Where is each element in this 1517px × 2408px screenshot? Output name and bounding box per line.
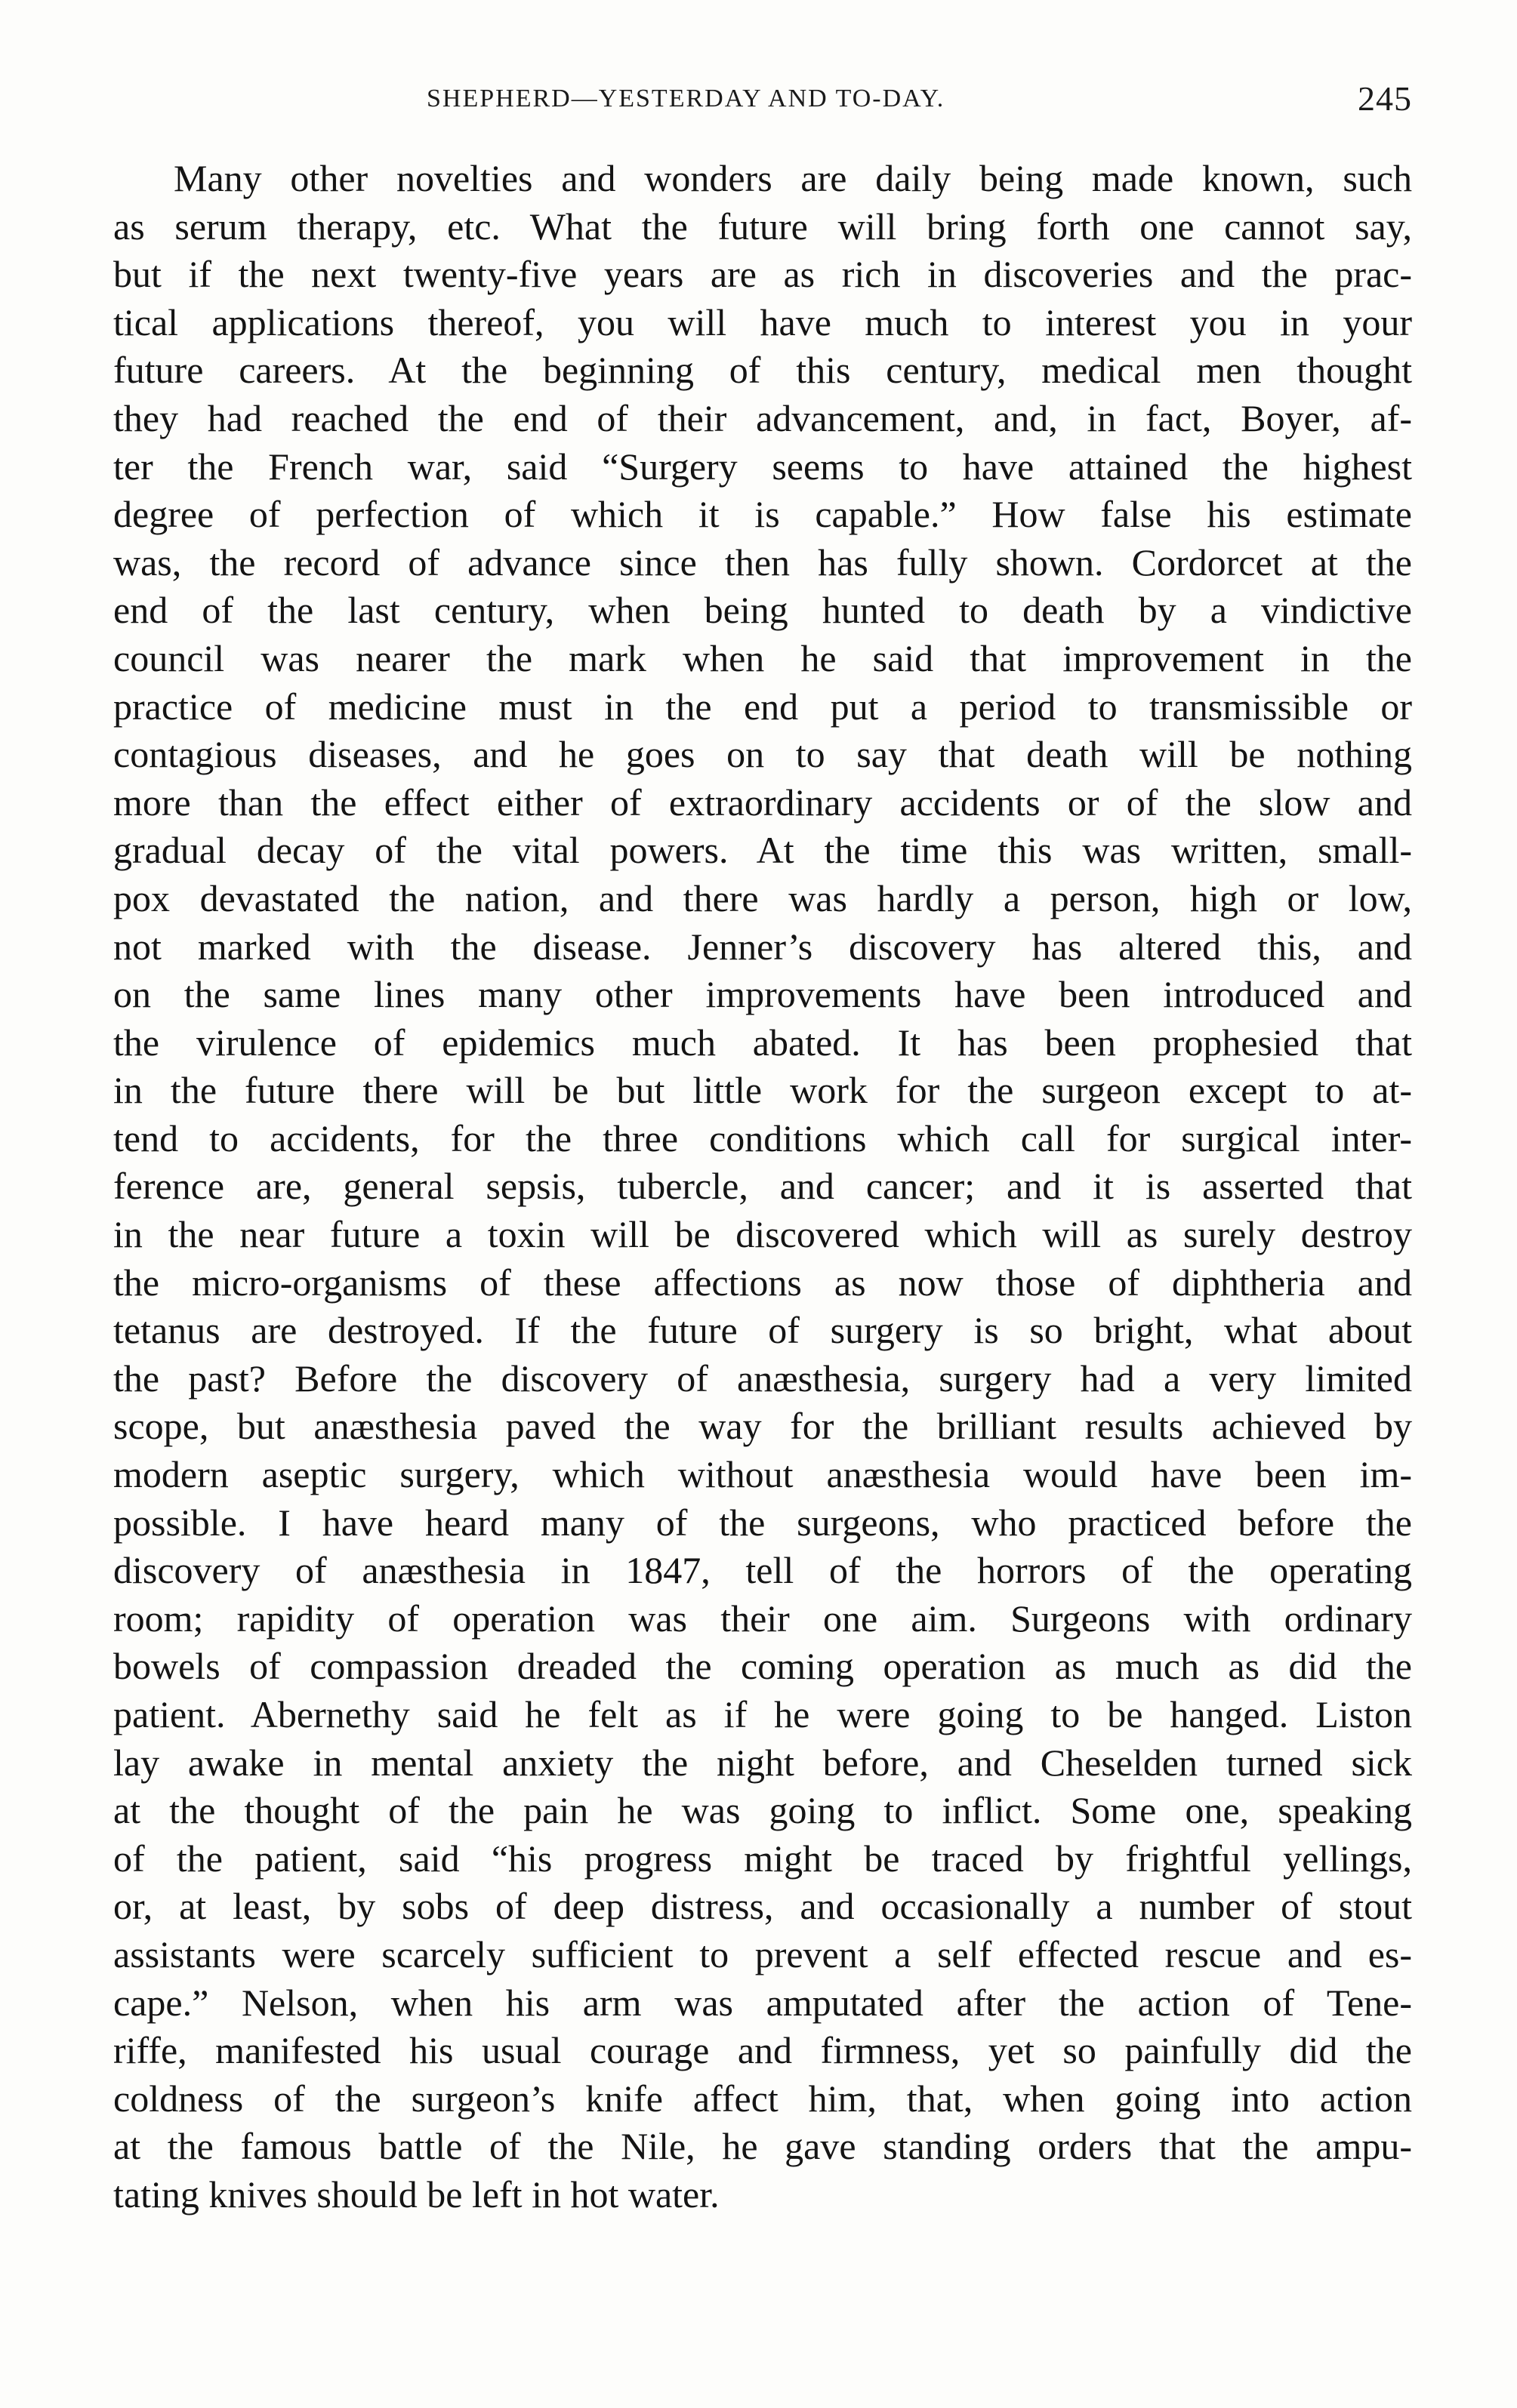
text-line: end of the last century, when being hunted to death by a vindictive — [113, 589, 1412, 632]
text-line: modern aseptic surgery, which without anæsthesia would have been im- — [113, 1453, 1412, 1496]
text-line: Many other novelties and wonders are daily being made known, such — [174, 157, 1412, 199]
text-line: riffe, manifested his usual courage and firmness, yet so painfully did the — [113, 2029, 1412, 2072]
text-line: scope, but anæsthesia paved the way for the brilliant results achieved by — [113, 1405, 1412, 1448]
text-line: in the future there will be but little work for the surgeon except to at- — [113, 1069, 1412, 1112]
text-line: tend to accidents, for the three conditions which call for surgical inter- — [113, 1116, 1412, 1159]
text-line: of the patient, said “his progress might be traced by frightful yellings, — [113, 1837, 1412, 1880]
text-line: at the famous battle of the Nile, he gave standing orders that the ampu- — [113, 2125, 1412, 2168]
text-line: on the same lines many other improvements have been introduced and — [113, 973, 1412, 1016]
text-line: council was nearer the mark when he said that improvement in the — [113, 636, 1412, 679]
text-line: not marked with the disease. Jenner’s discovery has altered this, and — [113, 925, 1412, 968]
text-line: patient. Abernethy said he felt as if he were going to be hanged. Liston — [113, 1693, 1412, 1735]
text-line: but if the next twenty-five years are as rich in discoveries and the prac- — [113, 253, 1412, 296]
text-line: ter the French war, said “Surgery seems to have attained the highest — [113, 445, 1412, 488]
text-line: gradual decay of the vital powers. At the time this was written, small- — [113, 829, 1412, 872]
text-line: pox devastated the nation, and there was hardly a person, high or low, — [113, 876, 1412, 919]
text-line: possible. I have heard many of the surgeons, who practiced before the — [113, 1501, 1412, 1544]
text-line: lay awake in mental anxiety the night before, and Cheselden turned sick — [113, 1741, 1412, 1784]
text-line: more than the effect either of extraordinary accidents or of the slow and — [113, 781, 1412, 824]
running-title: SHEPHERD—YESTERDAY AND TO-DAY. — [427, 85, 945, 112]
text-line: the micro-organisms of these affections as now those of diphtheria and — [113, 1261, 1412, 1304]
text-line: room; rapidity of operation was their one aim. Surgeons with ordinary — [113, 1597, 1412, 1640]
text-line: coldness of the surgeon’s knife affect him, that, when going into action — [113, 2077, 1412, 2120]
running-header — [128, 75, 1412, 128]
text-line: at the thought of the pain he was going to inflict. Some one, speaking — [113, 1789, 1412, 1832]
text-line: the past? Before the discovery of anæsthesia, surgery had a very limited — [113, 1356, 1412, 1400]
text-line: contagious diseases, and he goes on to say that death will be nothing — [113, 733, 1412, 776]
text-line: cape.” Nelson, when his arm was amputated after the action of Tene- — [113, 1981, 1412, 2024]
text-line: the virulence of epidemics much abated. It has been prophesied that — [113, 1021, 1412, 1064]
text-line: tetanus are destroyed. If the future of surgery is so bright, what about — [113, 1309, 1412, 1352]
page-number: 245 — [1358, 79, 1412, 118]
text-line: ference are, general sepsis, tubercle, and cancer; and it is asserted that — [113, 1165, 1412, 1208]
text-line: practice of medicine must in the end put a period to transmissible or — [113, 685, 1412, 728]
text-line: future careers. At the beginning of this century, medical men thought — [113, 349, 1412, 392]
text-line: degree of perfection of which it is capable.” How false his estimate — [113, 493, 1412, 536]
text-line: as serum therapy, etc. What the future will bring forth one cannot say, — [113, 205, 1412, 248]
text-line: tating knives should be left in hot water. — [113, 2172, 720, 2216]
body-paragraph — [113, 155, 1412, 2219]
text-line: discovery of anæsthesia in 1847, tell of the horrors of the operating — [113, 1549, 1412, 1592]
text-line: bowels of compassion dreaded the coming operation as much as did the — [113, 1645, 1412, 1688]
text-line: tical applications thereof, you will have much to interest you in your — [113, 300, 1412, 343]
text-line: they had reached the end of their advancement, and, in fact, Boyer, af- — [113, 396, 1412, 439]
text-line: in the near future a toxin will be discovered which will as surely destroy — [113, 1213, 1412, 1256]
text-line: or, at least, by sobs of deep distress, and occasionally a number of stout — [113, 1885, 1412, 1928]
text-line: assistants were scarcely sufficient to prevent a self effected rescue and es- — [113, 1932, 1412, 1975]
text-line: was, the record of advance since then has fully shown. Cordorcet at the — [113, 540, 1412, 584]
